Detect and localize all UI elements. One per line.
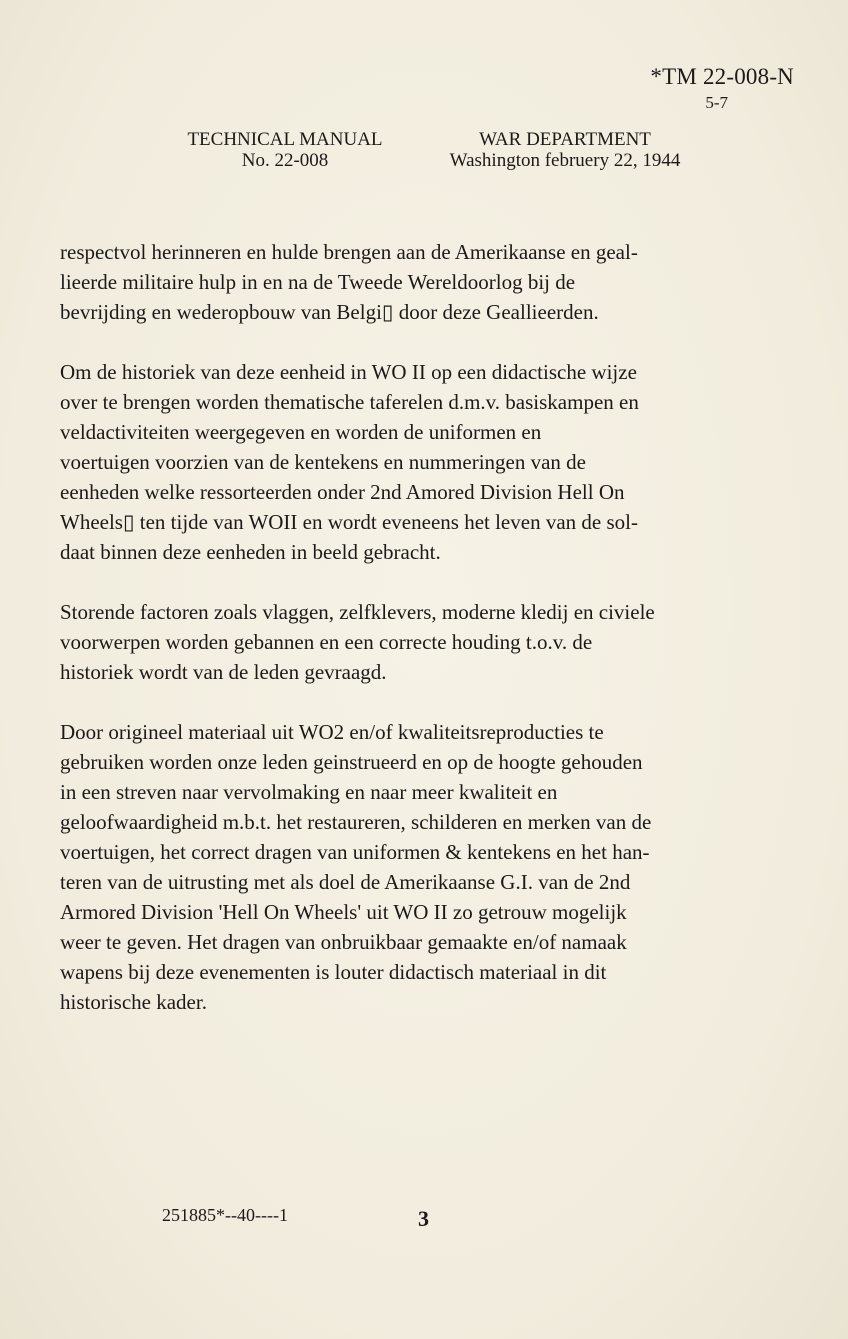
- text-line: eenheden welke ressorteerden onder 2nd Amored Division Hell On: [60, 480, 625, 504]
- text-line: over te brengen worden thematische taferelen d.m.v. basiskampen en: [60, 390, 639, 414]
- text-line: daat binnen deze eenheden in beeld gebracht.: [60, 540, 441, 564]
- text-line: Storende factoren zoals vlaggen, zelfklevers, moderne kledij en civiele: [60, 600, 655, 624]
- text-line: Door origineel materiaal uit WO2 en/of kwaliteitsreproducties te: [60, 720, 604, 744]
- text-line: Armored Division 'Hell On Wheels' uit WO II zo getrouw mogelijk: [60, 900, 627, 924]
- date-line: Washington februery 22, 1944: [449, 150, 681, 171]
- paragraph: [60, 597, 780, 687]
- technical-manual-label: TECHNICAL MANUAL: [187, 129, 383, 150]
- text-line: veldactiviteiten weergegeven en worden de uniformen en: [60, 420, 542, 444]
- department-label: WAR DEPARTMENT: [479, 129, 651, 150]
- header-right-block: [420, 129, 710, 171]
- text-line: in een streven naar vervolmaking en naar meer kwaliteit en: [60, 780, 558, 804]
- text-line: geloofwaardigheid m.b.t. het restaureren, schilderen en merken van de: [60, 810, 652, 834]
- text-line: teren van de uitrusting met als doel de Amerikaanse G.I. van de 2nd: [60, 870, 631, 894]
- page-number: 3: [418, 1206, 429, 1231]
- text-line: gebruiken worden onze leden geinstrueerd en op de hoogte gehouden: [60, 750, 643, 774]
- text-line: historische kader.: [60, 990, 207, 1014]
- text-line: weer te geven. Het dragen van onbruikbaar gemaakte en/of namaak: [60, 930, 627, 954]
- text-line: voertuigen voorzien van de kentekens en nummeringen van de: [60, 450, 586, 474]
- text-line: voertuigen, het correct dragen van uniformen & kentekens en het han-: [60, 840, 650, 864]
- manual-number: No. 22-008: [241, 150, 329, 171]
- text-line: respectvol herinneren en hulde brengen aan de Amerikaanse en geal-: [60, 240, 638, 264]
- tm-number: *TM 22-008-N: [650, 64, 794, 89]
- text-line: wapens bij deze evenementen is louter didactisch materiaal in dit: [60, 960, 607, 984]
- text-line: Om de historiek van deze eenheid in WO II op een didactische wijze: [60, 360, 637, 384]
- footer-code: 251885*--40----1: [162, 1205, 288, 1225]
- text-line: lieerde militaire hulp in en na de Tweede Wereldoorlog bij de: [60, 270, 576, 294]
- paragraph: [60, 717, 780, 1017]
- text-line: bevrijding en wederopbouw van Belgi▯ door deze Geallieerden.: [60, 300, 599, 324]
- body-text: [60, 237, 780, 1047]
- text-line: historiek wordt van de leden gevraagd.: [60, 660, 387, 684]
- text-line: Wheels▯ ten tijde van WOII en wordt eveneens het leven van de sol-: [60, 510, 638, 534]
- paragraph: [60, 237, 780, 327]
- text-line: voorwerpen worden gebannen en een correcte houding t.o.v. de: [60, 630, 593, 654]
- paragraph: [60, 357, 780, 567]
- tm-subnumber: 5-7: [705, 93, 728, 112]
- header-left-block: [150, 129, 420, 171]
